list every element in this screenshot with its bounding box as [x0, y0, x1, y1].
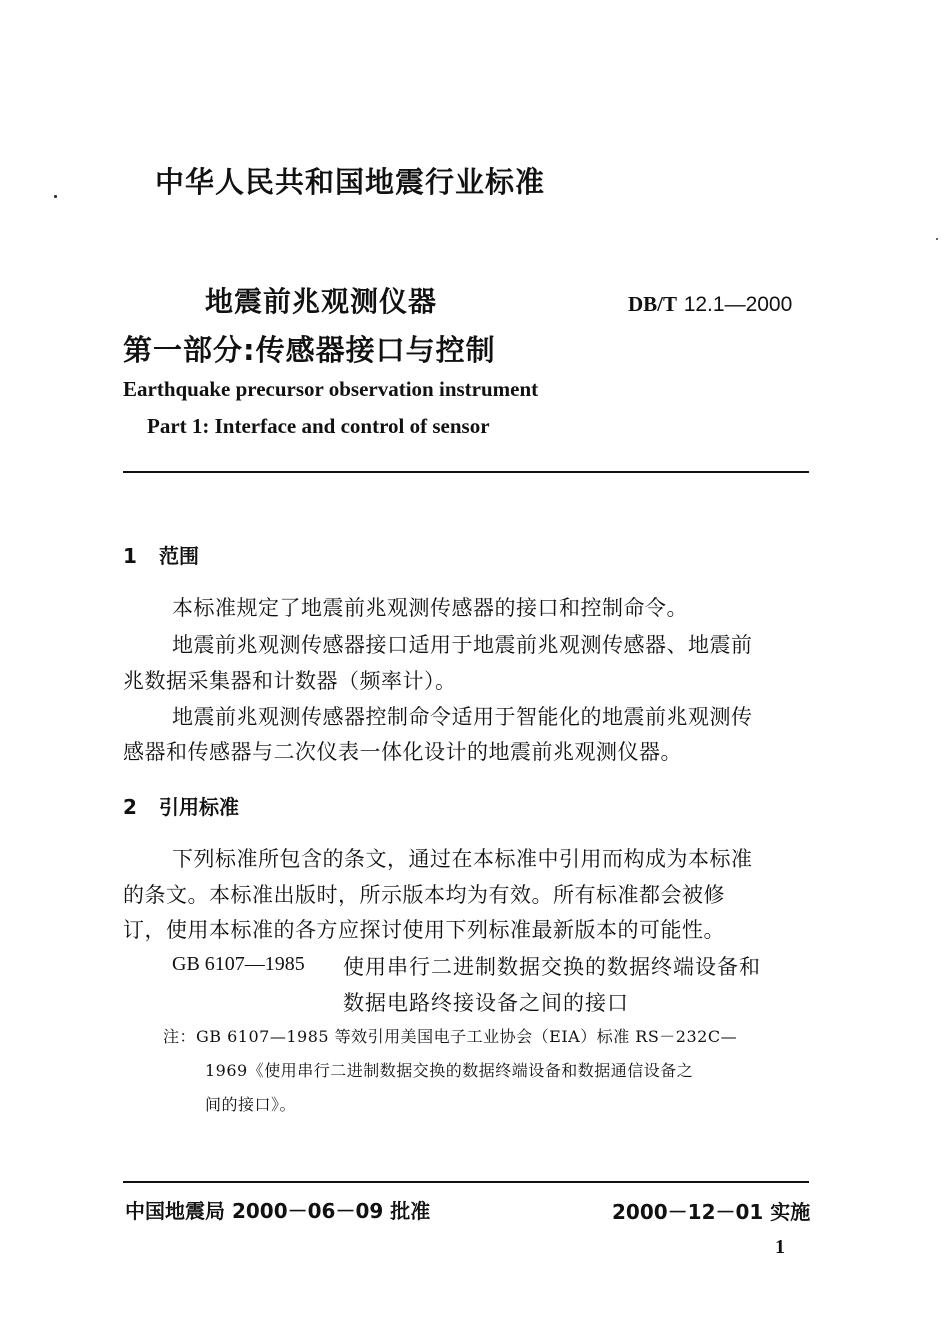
paragraph-line: 订，使用本标准的各方应探讨使用下列标准最新版本的可能性。	[123, 918, 725, 942]
reference-title-line2: 数据电路终接设备之间的接口	[343, 991, 629, 1015]
section-heading-scope	[123, 540, 199, 569]
standard-code-prefix: DB/T	[628, 292, 678, 316]
section-number: 1	[123, 544, 137, 568]
scan-speck	[54, 195, 57, 198]
approval-date: 中国地震局 2000－06－09 批准	[125, 1199, 431, 1223]
paragraph-line: 本标准规定了地震前兆观测传感器的接口和控制命令。	[172, 596, 688, 620]
title-chinese-line1: 地震前兆观测仪器	[205, 285, 438, 318]
note-line: 1969《使用串行二进制数据交换的数据终端设备和数据通信设备之	[205, 1061, 694, 1080]
reference-title-line1: 使用串行二进制数据交换的数据终端设备和	[343, 955, 761, 979]
note-line: 间的接口》。	[205, 1095, 297, 1114]
reference-code: GB 6107—1985	[172, 953, 305, 975]
paragraph-line: 感器和传感器与二次仪表一体化设计的地震前兆观测仪器。	[123, 740, 682, 764]
standard-code	[628, 292, 792, 317]
paragraph-line: 地震前兆观测传感器控制命令适用于智能化的地震前兆观测传	[172, 705, 753, 729]
scan-speck	[936, 238, 938, 240]
section-title: 范围	[159, 544, 199, 568]
standard-type-heading: 中华人民共和国地震行业标准	[155, 165, 546, 199]
title-english-line2: Part 1: Interface and control of sensor	[147, 414, 490, 438]
section-number: 2	[123, 795, 137, 819]
paragraph-line: 的条文。本标准出版时，所示版本均为有效。所有标准都会被修	[123, 883, 725, 907]
implementation-date: 2000－12－01 实施	[612, 1200, 811, 1224]
section-heading-references	[123, 791, 239, 820]
title-english-line1: Earthquake precursor observation instrument	[123, 377, 539, 401]
section-title: 引用标准	[159, 795, 239, 819]
paragraph-line: 地震前兆观测传感器接口适用于地震前兆观测传感器、地震前	[172, 633, 753, 657]
note-line: 注：GB 6107—1985 等效引用美国电子工业协会（EIA）标准 RS－232C—	[163, 1027, 738, 1046]
page-number: 1	[775, 1236, 785, 1258]
bottom-divider	[123, 1181, 809, 1183]
standard-code-number: 12.1—2000	[683, 293, 793, 316]
paragraph-line: 下列标准所包含的条文，通过在本标准中引用而构成为本标准	[172, 847, 753, 871]
paragraph-line: 兆数据采集器和计数器（频率计）。	[123, 669, 457, 693]
title-chinese-line2: 第一部分:传感器接口与控制	[123, 333, 496, 367]
top-divider	[123, 471, 809, 473]
